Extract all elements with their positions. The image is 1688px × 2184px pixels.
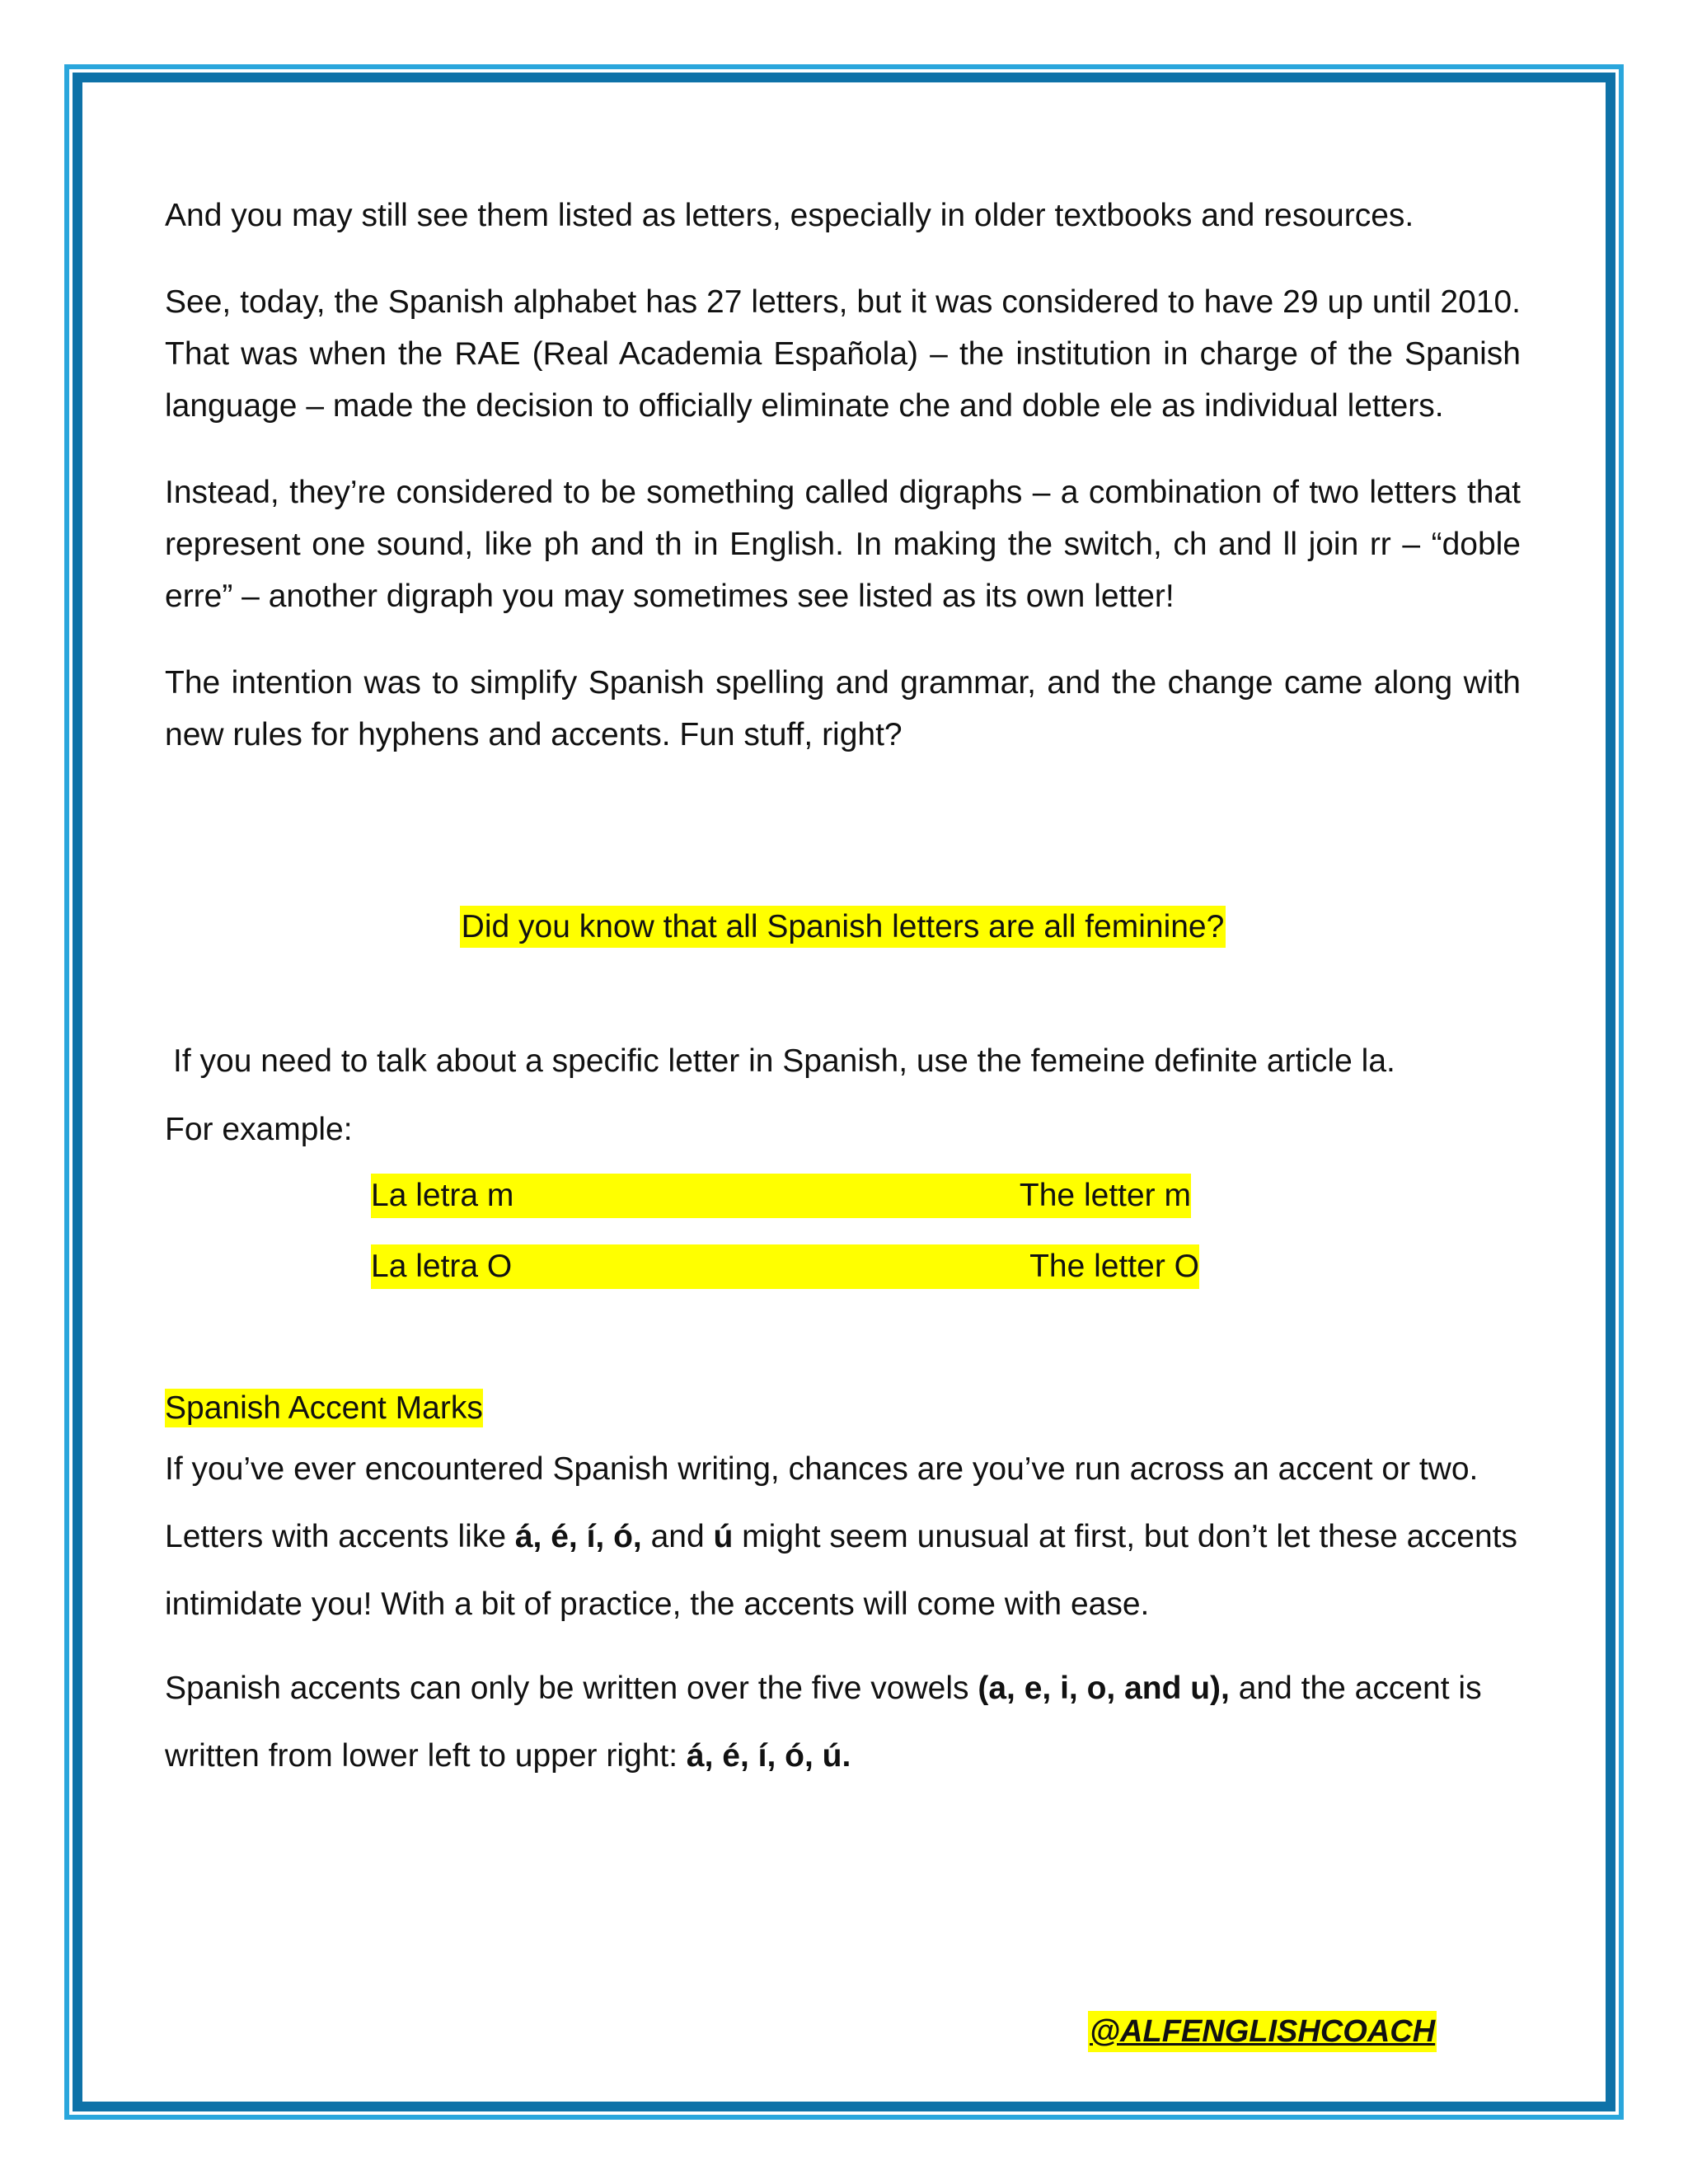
paragraph-digraphs: Instead, they’re considered to be something called digraphs – a combination of two letters that represent one sound, like ph and th in English. In making the switch, ch and ll join rr – “doble erre” – another digraph you may sometimes see listed as its own letter! [165, 475, 1521, 614]
feminine-callout [165, 901, 1521, 953]
paragraph-accents-vowels [165, 1655, 1521, 1790]
example-spanish: La letra m [371, 1178, 514, 1213]
paragraph-older-textbooks: And you may still see them listed as letters, especially in older textbooks and resources. [165, 198, 1414, 233]
feminine-callout-text: Did you know that all Spanish letters are all feminine? [460, 906, 1226, 948]
paragraph-article-note: If you need to talk about a specific letter in Spanish, use the femeine definite article la. [173, 1043, 1395, 1079]
text-run: and the accent is written from lower left to upper right: [165, 1671, 1482, 1774]
paragraph-accents-intro [165, 1436, 1521, 1638]
example-row [371, 1174, 1191, 1218]
example-english: The letter O [1029, 1249, 1199, 1284]
bold-text-run: á, é, í, ó, ú. [686, 1738, 851, 1774]
text-run: Spanish accents can only be written over the five vowels [165, 1671, 978, 1706]
paragraph-alphabet-history: See, today, the Spanish alphabet has 27 letters, but it was considered to have 29 up until 2010. That was when the RAE (Real Academia Española) – the institution in charge of the Spanish language – made the decision to officially eliminate che and doble ele as individual letters. [165, 284, 1521, 424]
footer-handle: @ALFENGLISHCOACH [1088, 2011, 1437, 2052]
example-label: For example: [165, 1112, 353, 1147]
text-run: and [641, 1519, 714, 1554]
example-english: The letter m [1019, 1178, 1191, 1213]
example-spanish: La letra O [371, 1249, 513, 1284]
paragraph-intention: The intention was to simplify Spanish spelling and grammar, and the change came along with new rules for hyphens and accents. Fun stuff, right? [165, 665, 1521, 752]
bold-text-run: á, é, í, ó, [514, 1519, 642, 1554]
page-content [165, 190, 1521, 1790]
section-title-accent-marks [165, 1386, 1521, 1431]
example-row [371, 1244, 1199, 1289]
text-run: might seem unusual at first, but don’t let these accents intimidate you! With a bit of practice, the accents will come with ease. [165, 1519, 1518, 1622]
text-run: If you’ve ever encountered Spanish writing, chances are you’ve run across an accent or two. Letters with accents like [165, 1451, 1479, 1554]
bold-text-run: (a, e, i, o, and u), [978, 1671, 1230, 1706]
section-title-text: Spanish Accent Marks [165, 1390, 483, 1426]
bold-text-run: ú [713, 1519, 734, 1554]
